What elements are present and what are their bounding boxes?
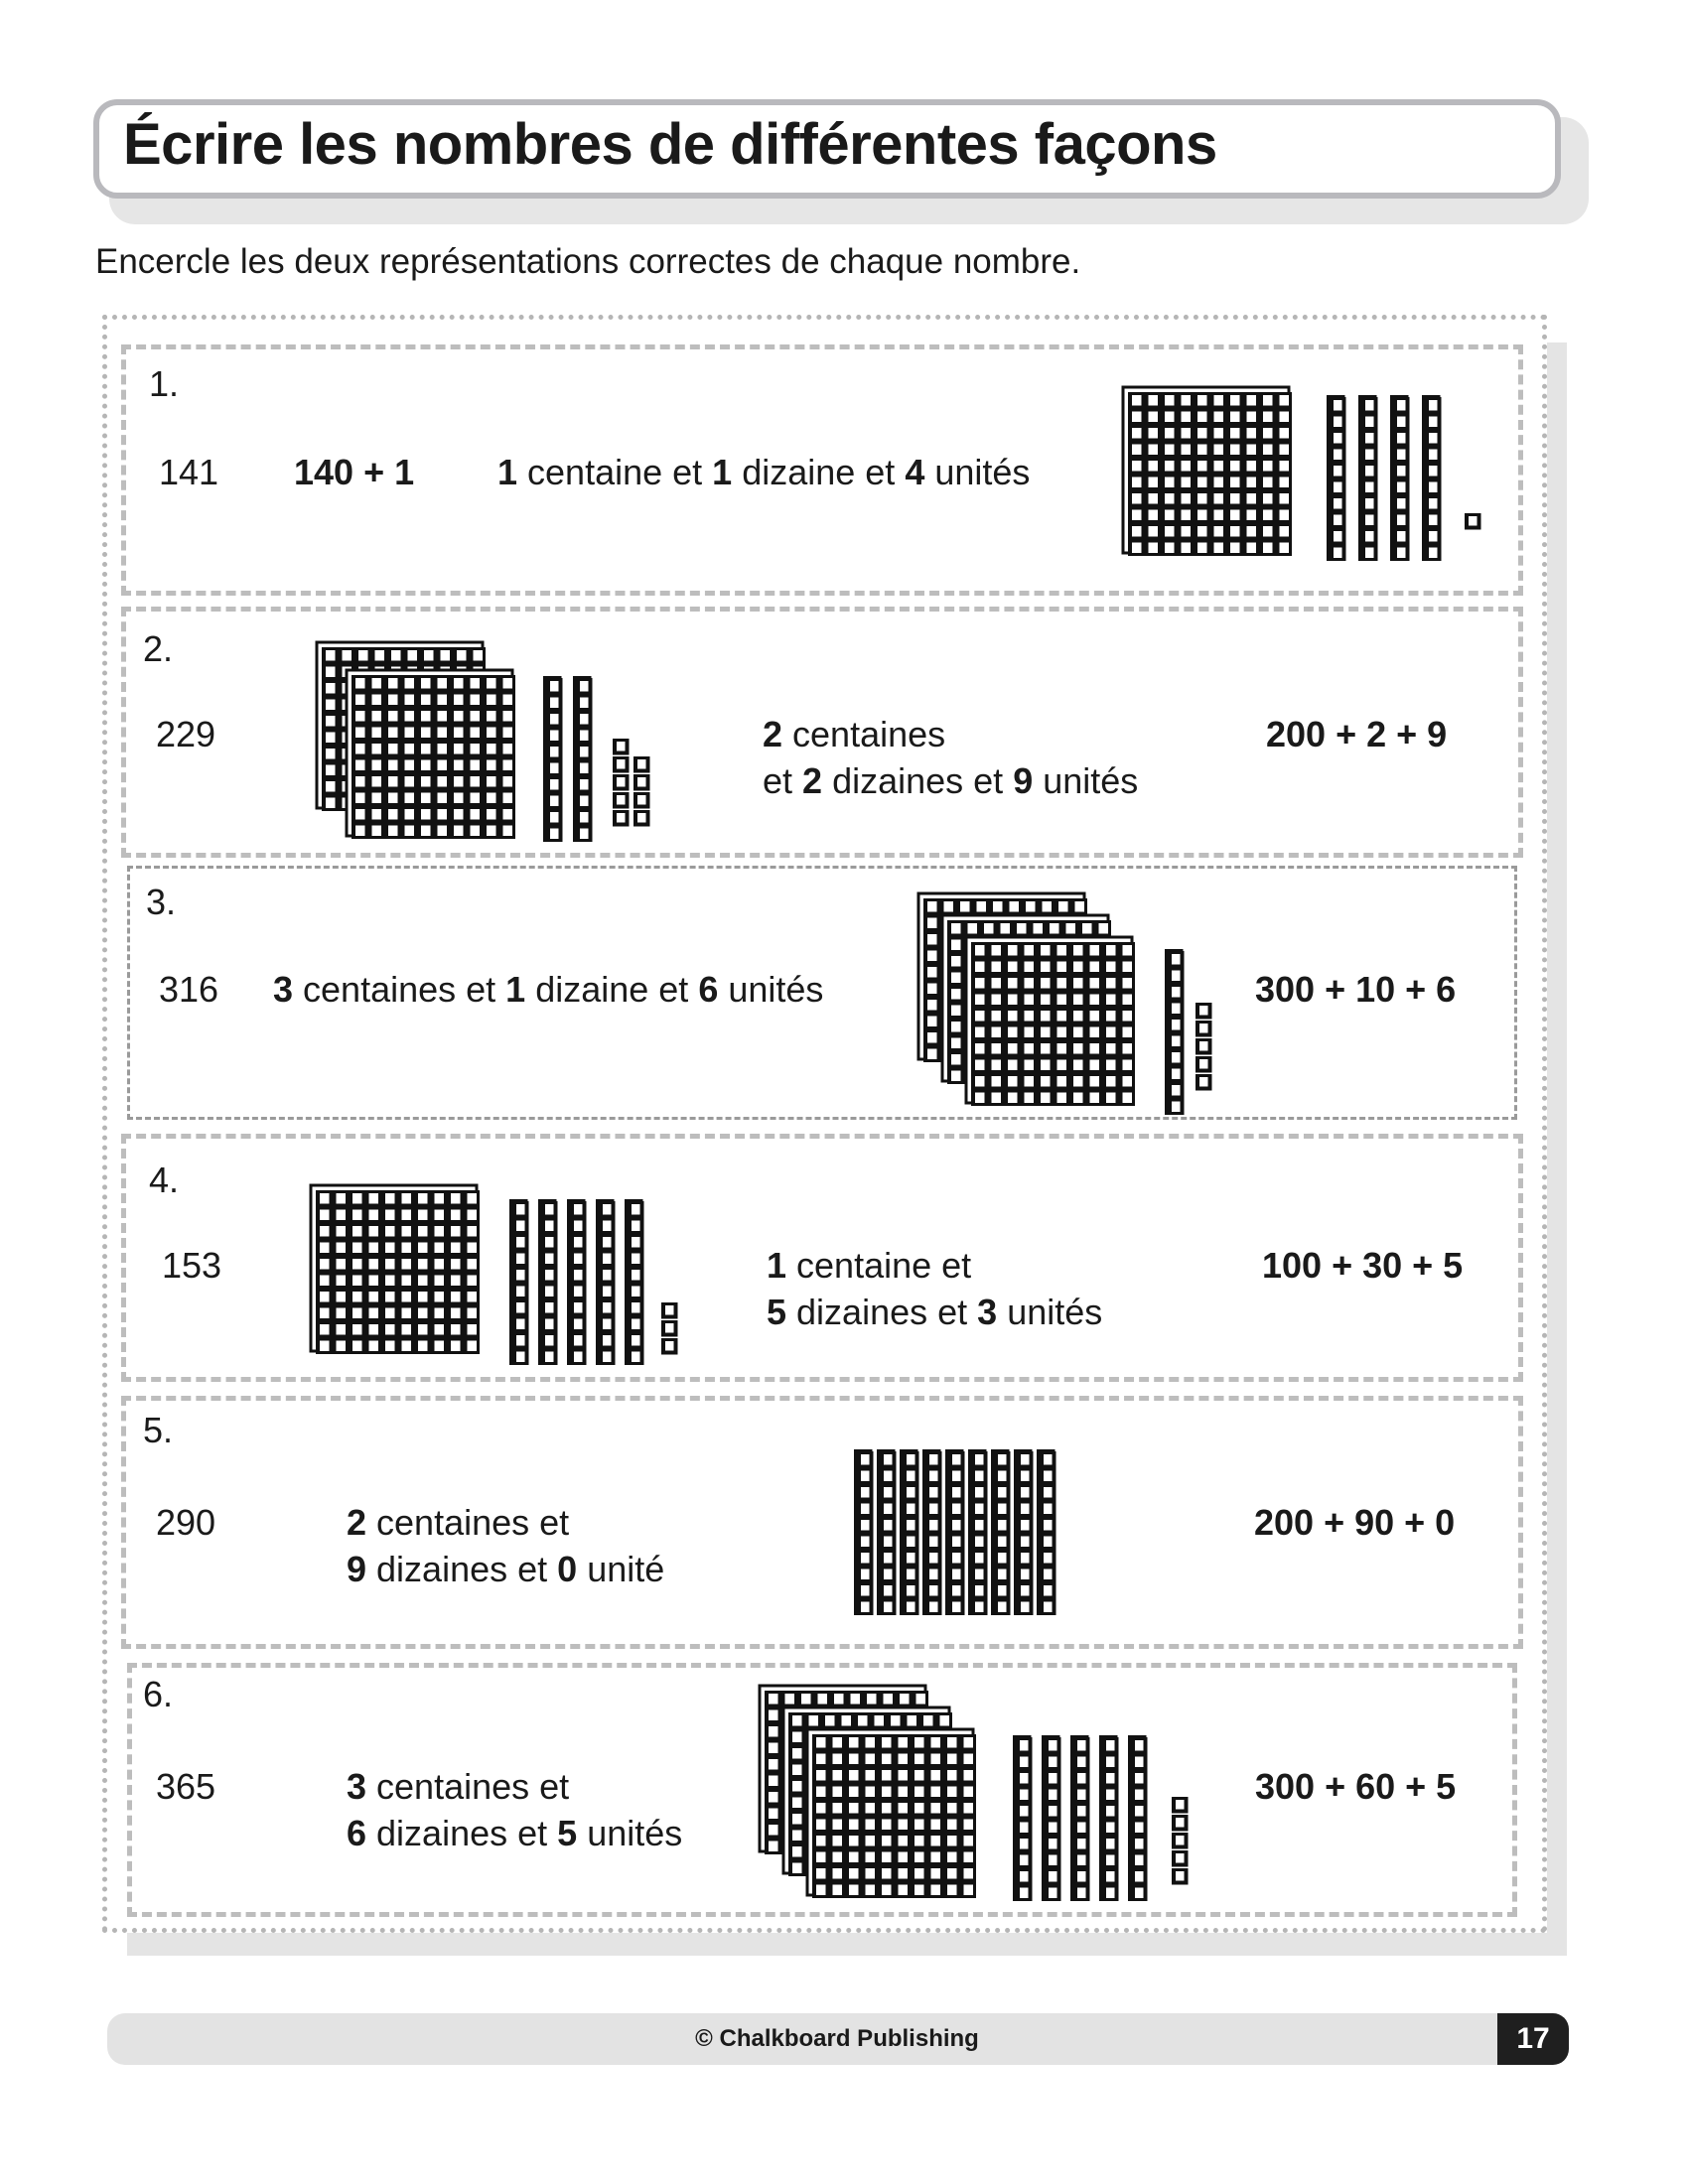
page-title: Écrire les nombres de différentes façons [123,112,1217,177]
text-segment: 9 [1013,760,1034,801]
text-segment: 6 [347,1813,367,1853]
text-segment: 0 [557,1549,578,1589]
problem-5-expanded[interactable]: 200 + 90 + 0 [1254,1502,1456,1543]
problem-4-number[interactable]: 153 [162,1245,222,1286]
text-segment: centaines et [293,969,506,1010]
text-segment: unités [1033,760,1139,801]
text-segment: 3 [347,1766,367,1807]
text-segment: et [763,760,803,801]
problem-2-number[interactable]: 229 [156,714,216,754]
text-segment: 1 [505,969,526,1010]
text-segment: 6 [698,969,719,1010]
problem-3-number[interactable]: 316 [159,969,219,1010]
text-segment: dizaines et [366,1813,558,1853]
text-segment: unités [718,969,824,1010]
problem-6-number[interactable]: 365 [156,1766,216,1807]
text-segment: unités [577,1813,683,1853]
text-segment: centaines et [366,1766,570,1807]
text-segment: dizaine et [525,969,699,1010]
text-segment: centaines [782,714,946,754]
text-segment: 2 [802,760,823,801]
problem-4-expanded[interactable]: 100 + 30 + 5 [1262,1245,1464,1286]
problem-5-number[interactable]: 290 [156,1502,216,1543]
text-segment: 4 [905,452,925,492]
problem-3-label: 3. [146,882,177,922]
text-segment: unités [997,1292,1103,1332]
text-segment: 2 [763,714,783,754]
text-segment: 5 [557,1813,578,1853]
problem-1-number[interactable]: 141 [159,452,219,492]
text-segment: dizaine et [732,452,906,492]
text-segment: dizaines et [786,1292,978,1332]
page-number: 17 [1497,2013,1569,2065]
text-segment: centaine et [517,452,713,492]
text-segment: 5 [767,1292,787,1332]
text-segment: centaine et [786,1245,972,1286]
text-segment: 9 [347,1549,367,1589]
text-segment: 3 [977,1292,998,1332]
text-segment: dizaines et [822,760,1014,801]
problem-6-expanded[interactable]: 300 + 60 + 5 [1255,1766,1457,1807]
problem-4-label: 4. [149,1160,180,1200]
text-segment: dizaines et [366,1549,558,1589]
copyright-text: © Chalkboard Publishing [695,2025,979,2052]
text-segment: 2 [347,1502,367,1543]
text-segment: centaines et [366,1502,570,1543]
problem-1-label: 1. [149,363,180,404]
text-segment: 1 [712,452,733,492]
problem-3-expanded[interactable]: 300 + 10 + 6 [1255,969,1457,1010]
problem-2-expanded[interactable]: 200 + 2 + 9 [1266,714,1448,754]
problem-5-label: 5. [143,1410,174,1450]
problem-6-label: 6. [143,1674,174,1714]
text-segment: unités [924,452,1031,492]
text-segment: 1 [767,1245,787,1286]
text-segment: 3 [273,969,294,1010]
instruction-text: Encercle les deux représentations correctes de chaque nombre. [95,242,1081,281]
text-segment: 1 [497,452,518,492]
problem-1-expanded[interactable]: 140 + 1 [294,452,415,492]
text-segment: unité [577,1549,665,1589]
problem-2-label: 2. [143,628,174,669]
